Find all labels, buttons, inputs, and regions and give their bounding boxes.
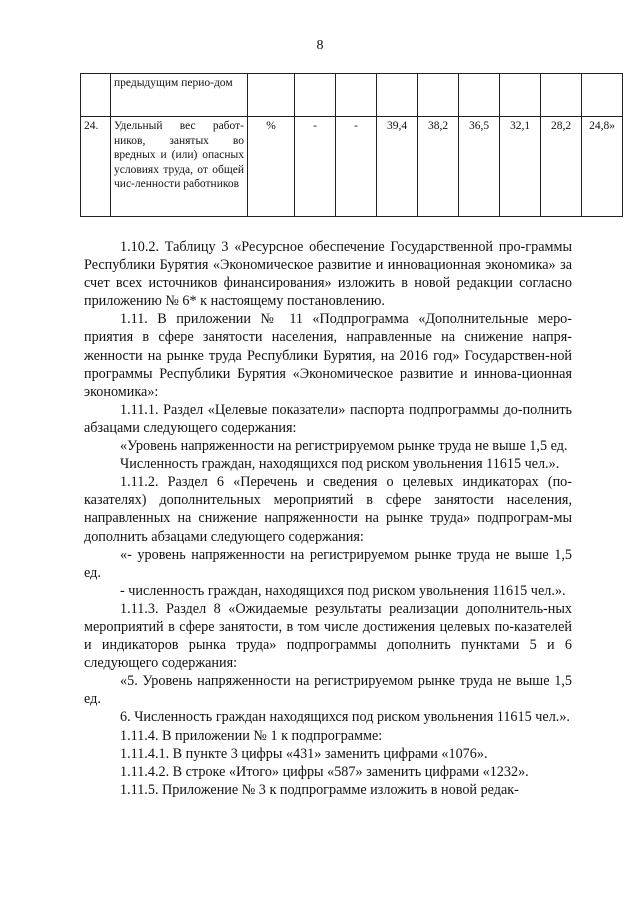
table-cell-value: -: [336, 117, 377, 217]
table-cell-value: 38,2: [418, 117, 459, 217]
paragraph: 1.11.1. Раздел «Целевые показатели» паспорта подпрограммы до-полнить абзацами следующего содержания:: [84, 401, 572, 436]
table-cell-value: [418, 74, 459, 117]
document-body: [84, 238, 572, 799]
paragraph: Численность граждан, находящихся под риском увольнения 11615 чел.».: [120, 456, 560, 473]
table-cell-value: [459, 74, 500, 117]
paragraph: «Уровень напряженности на регистрируемом рынке труда не выше 1,5 ед.: [120, 438, 568, 455]
table-cell-value: 39,4: [377, 117, 418, 217]
table-row: [81, 117, 623, 217]
table-cell-value: [295, 74, 336, 117]
table-cell-value: [377, 74, 418, 117]
paragraph: 6. Численность граждан находящихся под риском увольнения 11615 чел.».: [120, 709, 570, 726]
paragraph: «- уровень напряженности на регистрируемом рынке труда не выше 1,5 ед.: [84, 546, 572, 581]
indicator-table: [80, 73, 623, 217]
table-cell-name: Удельный вес работ-ников, занятых во вредных и (или) опасных условиях труда, от общей чис-ленности работников: [111, 117, 248, 217]
table-cell-num: 24.: [81, 117, 111, 217]
table-cell-name: предыдущим перио-дом: [111, 74, 248, 117]
table-cell-value: [541, 74, 582, 117]
paragraph: 1.11.5. Приложение № 3 к подпрограмме изложить в новой редак-: [120, 781, 519, 798]
paragraph: - численность граждан, находящихся под риском увольнения 11615 чел.».: [120, 582, 566, 599]
page-number: 8: [316, 38, 324, 53]
table-row: [81, 74, 623, 117]
paragraph: 1.11.3. Раздел 8 «Ожидаемые результаты реализации дополнитель-ных мероприятий в сфере занятости, в том числе достижения целевых по-казателей и индикаторов рынка труда» подпрограммы дополнить пунктами 5 и 6 следующего содержания:: [84, 600, 572, 672]
paragraph: 1.11.4.1. В пункте 3 цифры «431» заменить цифрами «1076».: [120, 745, 488, 762]
paragraph: 1.11. В приложении № 11 «Подпрограмма «Дополнительные меро-приятия в сфере занятости населения, направленные на снижение напря-женности на рынке труда Республики Бурятия, на 2016 год» Государствен-ной программы Республики Бурятия «Экономическое развитие и иннова-ционная экономика»:: [84, 311, 572, 400]
paragraph: «5. Уровень напряженности на регистрируемом рынке труда не выше 1,5 ед.: [84, 673, 572, 708]
table-cell-value: [336, 74, 377, 117]
table-cell-value: 24,8»: [582, 117, 623, 217]
table-cell-value: [500, 74, 541, 117]
table-cell-num: [81, 74, 111, 117]
paragraph: 1.11.4. В приложении № 1 к подпрограмме:: [120, 727, 383, 744]
table-cell-value: [582, 74, 623, 117]
table-cell-value: -: [295, 117, 336, 217]
table-cell-unit: %: [248, 117, 295, 217]
table-cell-value: 32,1: [500, 117, 541, 217]
paragraph: 1.11.4.2. В строке «Итого» цифры «587» заменить цифрами «1232».: [120, 763, 529, 780]
table-cell-unit: [248, 74, 295, 117]
paragraph: 1.10.2. Таблицу 3 «Ресурсное обеспечение Государственной про-граммы Республики Бурятия «Экономическое развитие и инновационная экономика» за счет всех источников финансирования» изложить в новой редакции согласно приложению № 6* к настоящему постановлению.: [84, 239, 572, 310]
table-cell-value: 36,5: [459, 117, 500, 217]
paragraph: 1.11.2. Раздел 6 «Перечень и сведения о целевых индикаторах (по-казателях) дополнительных мероприятий в сфере занятости населения, направленных на снижение напряженности на рынке труда» подпрограм-мы дополнить абзацами следующего содержания:: [84, 474, 572, 545]
table-cell-value: 28,2: [541, 117, 582, 217]
